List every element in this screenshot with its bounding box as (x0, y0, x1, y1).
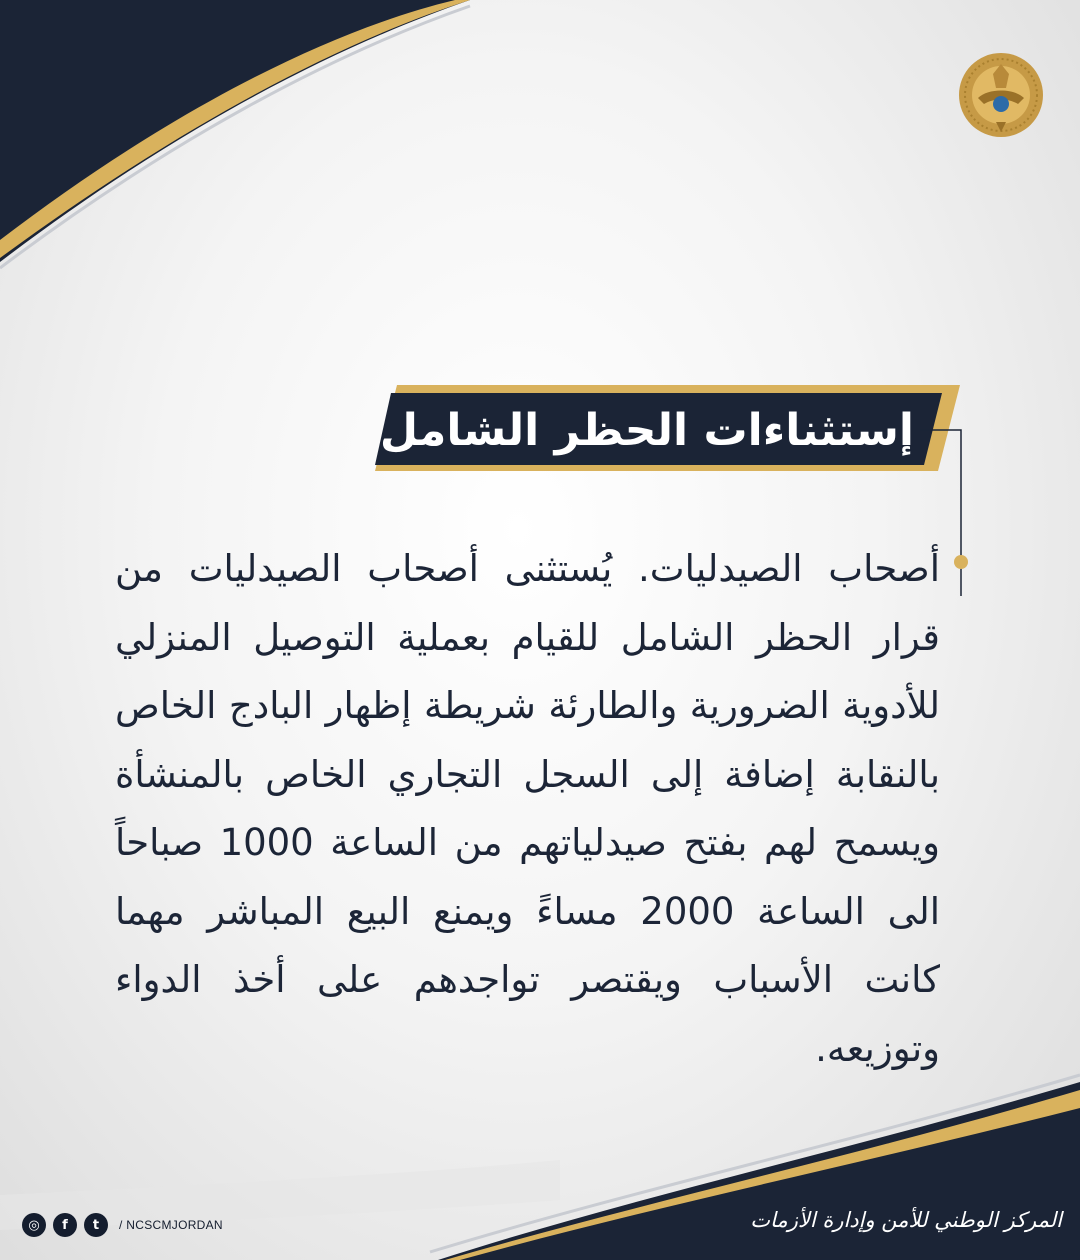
social-handle: / NCSCMJORDAN (119, 1218, 223, 1232)
twitter-icon[interactable]: t (84, 1213, 108, 1237)
facebook-icon[interactable]: f (53, 1213, 77, 1237)
social-links (22, 1212, 223, 1238)
body-paragraph: أصحاب الصيدليات. يُستثنى أصحاب الصيدليات من قرار الحظر الشامل للقيام بعملية التوصيل المنزلي للأدوية الضرورية والطارئة شريطة إظهار البادج الخاص بالنقابة إضافة إلى السجل التجاري الخاص بالمنشأة ويسمح لهم بفتح صيدلياتهم من الساعة 1000 صباحاً الى الساعة 2000 مساءً ويمنع البيع المباشر مهما كانت الأسباب ويقتصر تواجدهم على أخذ الدواء وتوزيعه. (115, 547, 940, 1070)
page-title: إستثناءات الحظر الشامل (379, 405, 914, 456)
crest-emblem-icon (958, 52, 1044, 138)
organization-name: المركز الوطني للأمن وإدارة الأزمات (750, 1208, 1062, 1232)
instagram-icon[interactable]: ◎ (22, 1213, 46, 1237)
top-left-navy-swoosh (0, 0, 470, 262)
